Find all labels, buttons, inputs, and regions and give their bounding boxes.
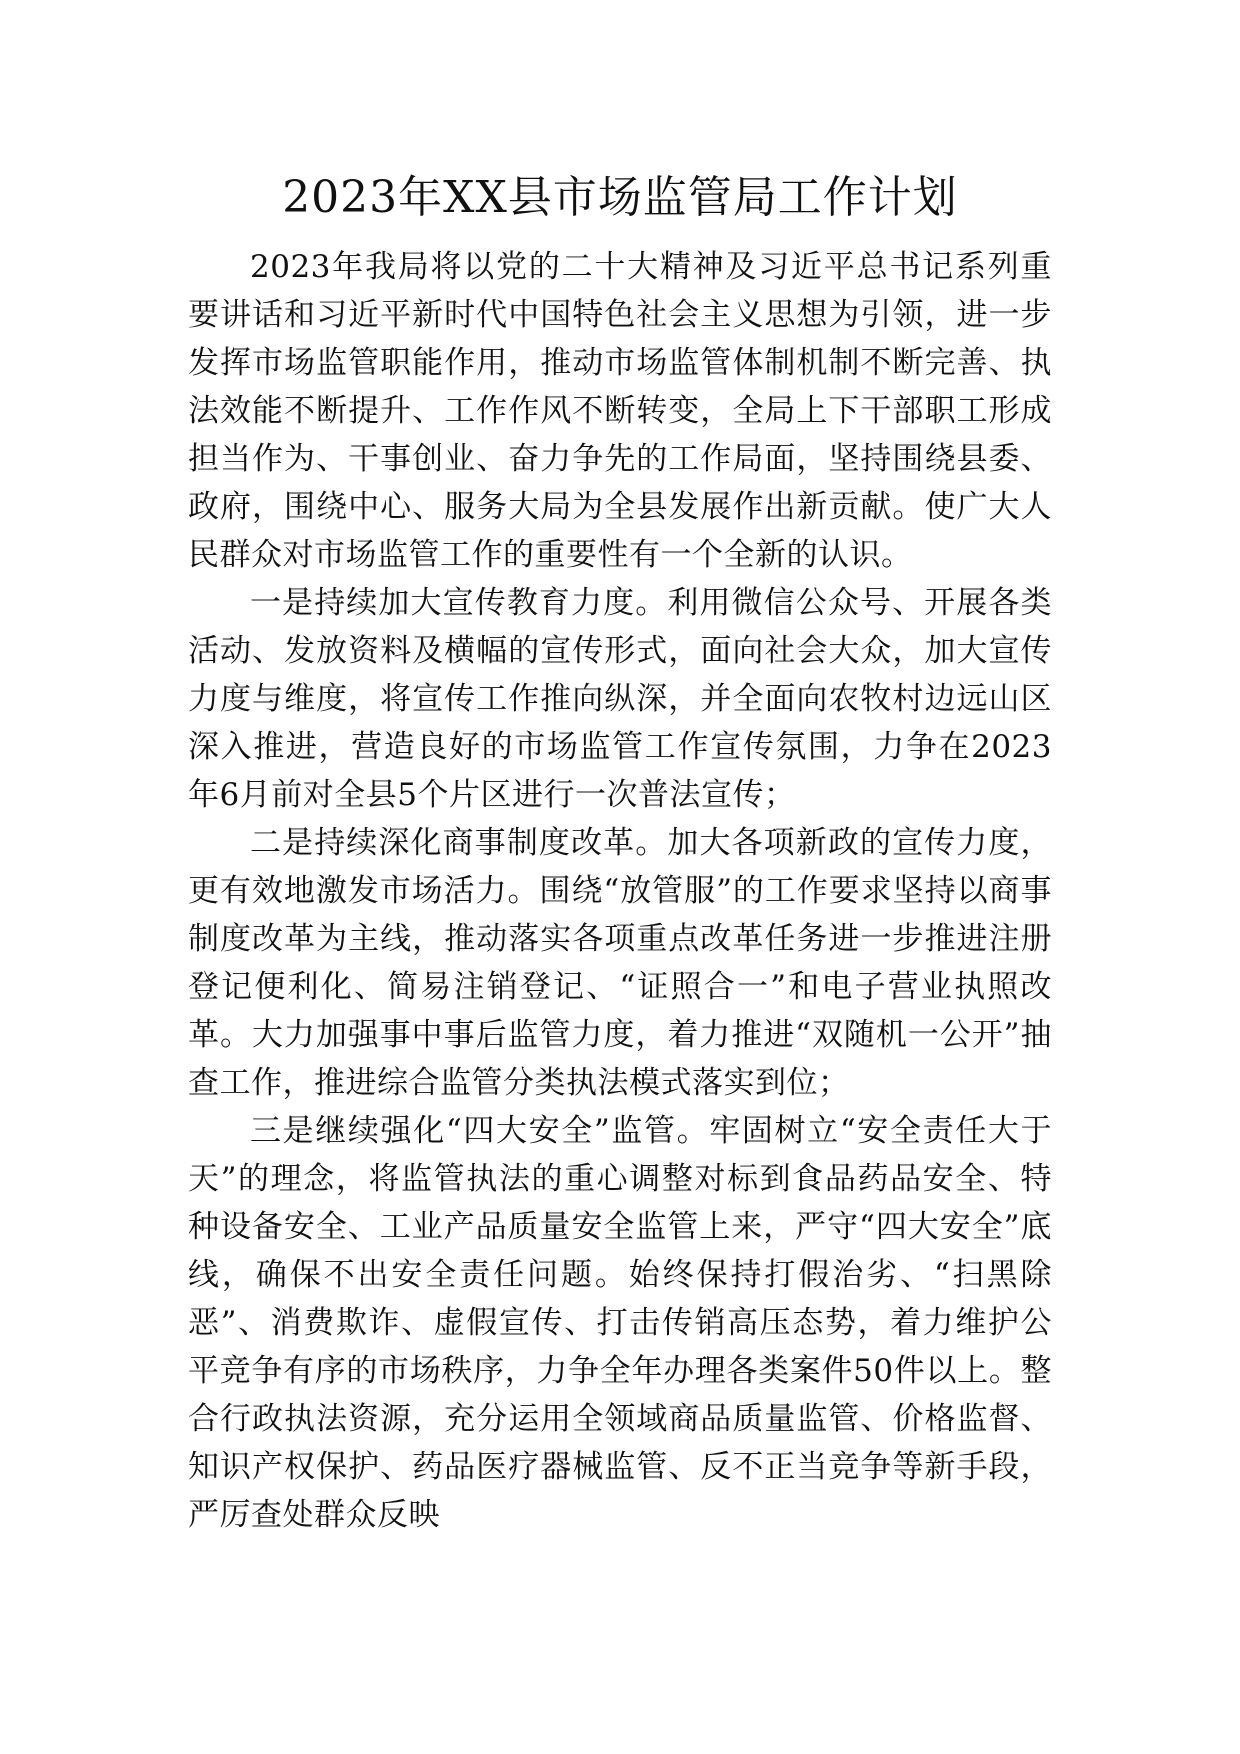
paragraph-publicity-education: 一是持续加大宣传教育力度。利用微信公众号、开展各类活动、发放资料及横幅的宣传形式，面向社会大众，加大宣传力度与维度，将宣传工作推向纵深，并全面向农牧村边远山区深入推进，营造良好的市场监管工作宣传氛围，力争在2023年6月前对全县5个片区进行一次普法宣传； <box>188 585 1052 813</box>
document-body <box>188 243 1052 1539</box>
document-title: 2023年XX县市场监管局工作计划 <box>282 172 958 223</box>
paragraph-business-reform: 二是持续深化商事制度改革。加大各项新政的宣传力度，更有效地激发市场活力。围绕“放管服”的工作要求坚持以商事制度改革为主线，推动落实各项重点改革任务进一步推进注册登记便利化、简易注销登记、“证照合一”和电子营业执照改革。大力加强事中事后监管力度，着力推进“双随机一公开”抽查工作，推进综合监管分类执法模式落实到位； <box>188 825 1052 1101</box>
paragraph-four-safety: 三是继续强化“四大安全”监管。牢固树立“安全责任大于天”的理念，将监管执法的重心调整对标到食品药品安全、特种设备安全、工业产品质量安全监管上来，严守“四大安全”底线，确保不出安全责任问题。始终保持打假治劣、“扫黑除恶”、消费欺诈、虚假宣传、打击传销高压态势，着力维护公平竞争有序的市场秩序，力争全年办理各类案件50件以上。整合行政执法资源，充分运用全领域商品质量监管、价格监督、知识产权保护、药品医疗器械监管、反不正当竞争等新手段，严厉查处群众反映 <box>188 1113 1052 1533</box>
paragraph-intro: 2023年我局将以党的二十大精神及习近平总书记系列重要讲话和习近平新时代中国特色社会主义思想为引领，进一步发挥市场监管职能作用，推动市场监管体制机制不断完善、执法效能不断提升、工作作风不断转变，全局上下干部职工形成担当作为、干事创业、奋力争先的工作局面，坚持围绕县委、政府，围绕中心、服务大局为全县发展作出新贡献。使广大人民群众对市场监管工作的重要性有一个全新的认识。 <box>188 249 1052 573</box>
